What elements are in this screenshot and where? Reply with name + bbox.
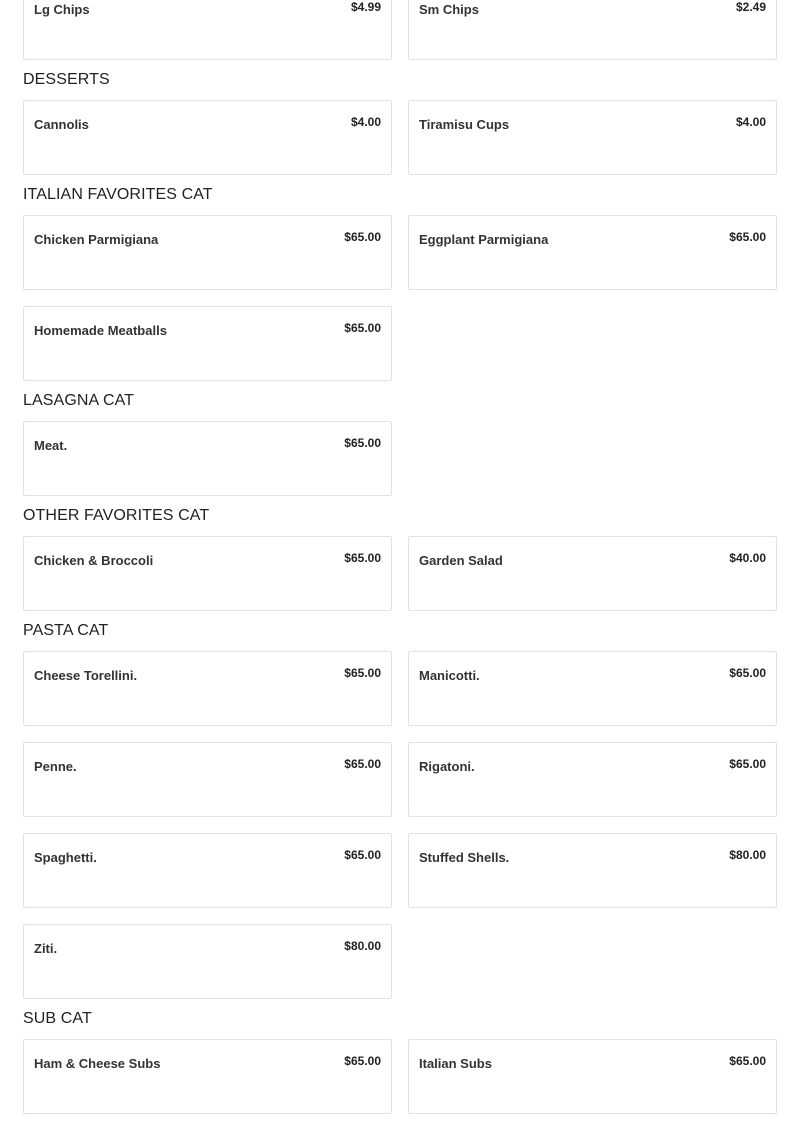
menu-item-name: Garden Salad	[419, 553, 503, 568]
menu-item-price: $65.00	[729, 1054, 766, 1068]
menu-item-price: $65.00	[344, 551, 381, 565]
menu-item-name: Chicken & Broccoli	[34, 553, 154, 568]
menu-item-card[interactable]	[408, 536, 777, 611]
menu-item-name: Cheese Torellini.	[34, 668, 138, 683]
section-title: OTHER FAVORITES CAT	[23, 507, 210, 524]
menu-item-card[interactable]	[23, 833, 392, 908]
menu-item-name: Ziti.	[34, 941, 58, 956]
menu-item-price: $65.00	[729, 757, 766, 771]
menu-section	[0, 60, 800, 191]
menu-item-price: $4.00	[735, 115, 766, 129]
menu-item-price: $40.00	[729, 551, 766, 565]
menu-section	[0, 175, 800, 397]
menu-item-price: $65.00	[344, 1054, 381, 1068]
menu-item-name: Tiramisu Cups	[419, 117, 510, 132]
menu-item-price: $65.00	[344, 666, 381, 680]
menu-item-card[interactable]	[408, 742, 777, 817]
menu-item-card[interactable]	[408, 1039, 777, 1114]
menu-item-card[interactable]	[23, 651, 392, 726]
menu-item-price: $65.00	[344, 436, 381, 450]
menu-item-name: Rigatoni.	[419, 759, 475, 774]
menu-grid	[23, 651, 777, 1015]
menu-item-card[interactable]	[23, 924, 392, 999]
menu-item-price: $65.00	[344, 848, 381, 862]
section-title: PASTA CAT	[23, 622, 109, 639]
menu-item-price: $80.00	[344, 939, 381, 953]
menu-item-card[interactable]	[408, 651, 777, 726]
menu-item-price: $65.00	[729, 666, 766, 680]
menu-section	[0, 381, 800, 512]
section-title: SUB CAT	[23, 1010, 92, 1027]
menu-item-name: Cannolis	[34, 117, 89, 132]
menu-item-name: Homemade Meatballs	[34, 323, 167, 338]
menu-item-name: Lg Chips	[34, 2, 90, 17]
menu-item-card[interactable]	[23, 421, 392, 496]
menu-item-name: Eggplant Parmigiana	[419, 232, 549, 247]
menu-item-name: Stuffed Shells.	[419, 850, 510, 865]
section-title: ITALIAN FAVORITES CAT	[23, 186, 213, 203]
menu-item-name: Manicotti.	[419, 668, 480, 683]
menu-item-name: Spaghetti.	[34, 850, 97, 865]
menu-grid	[23, 215, 777, 397]
menu-item-price: $80.00	[729, 848, 766, 862]
menu-item-price: $4.99	[350, 0, 381, 14]
menu-item-name: Meat.	[34, 438, 68, 453]
menu-item-card[interactable]	[23, 1039, 392, 1114]
menu-section	[0, 496, 800, 627]
menu-section	[0, 611, 800, 1015]
menu-section	[0, 999, 800, 1124]
menu-item-price: $4.00	[350, 115, 381, 129]
menu-item-card[interactable]	[23, 215, 392, 290]
section-title: DESSERTS	[23, 71, 110, 88]
menu-item-price: $65.00	[344, 230, 381, 244]
menu-item-price: $65.00	[344, 757, 381, 771]
menu-item-card[interactable]	[23, 306, 392, 381]
menu-item-name: Chicken Parmigiana	[34, 232, 159, 247]
menu-item-name: Penne.	[34, 759, 77, 774]
section-title: LASAGNA CAT	[23, 392, 135, 409]
menu-item-card[interactable]	[23, 0, 392, 60]
menu-item-name: Italian Subs	[419, 1056, 492, 1071]
menu-item-name: Ham & Cheese Subs	[34, 1056, 161, 1071]
menu-item-price: $65.00	[729, 230, 766, 244]
menu-item-card[interactable]	[408, 833, 777, 908]
menu-item-name: Sm Chips	[419, 2, 479, 17]
menu-item-price: $65.00	[344, 321, 381, 335]
menu-item-card[interactable]	[23, 536, 392, 611]
menu-item-card[interactable]	[408, 215, 777, 290]
menu-item-card[interactable]	[23, 100, 392, 175]
menu-item-card[interactable]	[23, 742, 392, 817]
menu-item-card[interactable]	[408, 100, 777, 175]
menu-item-price: $2.49	[735, 0, 766, 14]
menu-item-card[interactable]	[408, 0, 777, 60]
menu-grid	[23, 1039, 777, 1124]
